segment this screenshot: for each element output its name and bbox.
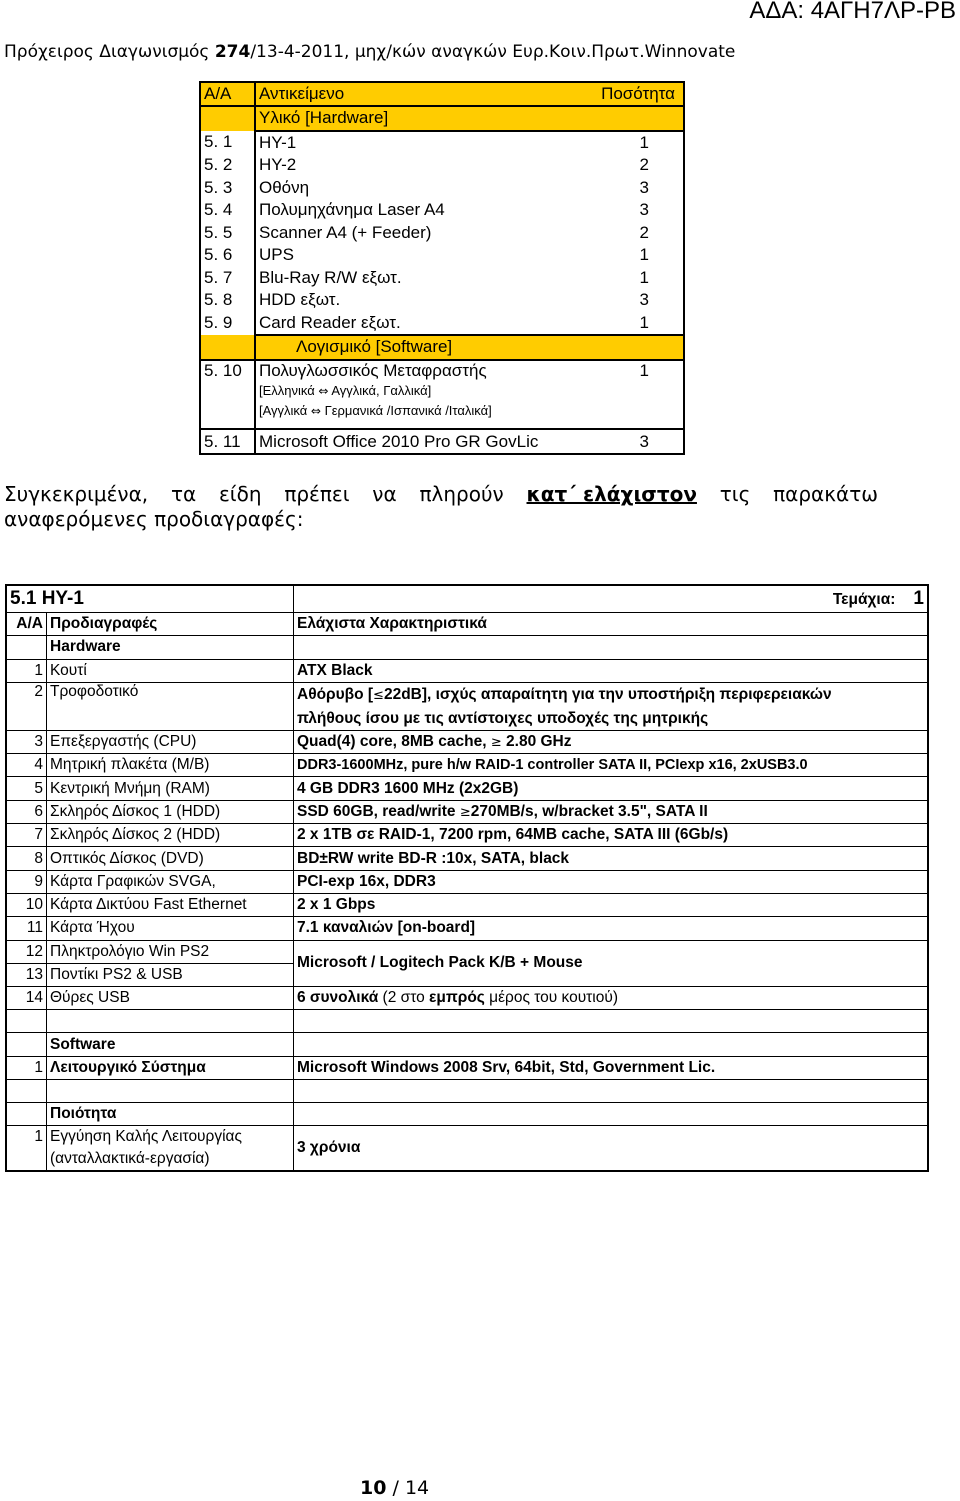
summary-row <box>200 266 684 288</box>
spec-num: 8 <box>6 847 47 870</box>
sub2-a: [Αγγλικά <box>259 402 311 418</box>
spec-value: 3 χρόνια <box>294 1126 929 1172</box>
spec-num: 5 <box>6 777 47 800</box>
page-sep: / <box>386 1477 405 1499</box>
spec-value: 2 x 1TB σε RAID-1, 7200 rpm, 64MB cache, SATA III (6Gb/s) <box>294 824 929 847</box>
summary-table <box>199 81 685 455</box>
row-item-title: Πολυγλωσσικός Μεταφραστής <box>259 360 487 380</box>
val-b: 270MB/s, w/bracket 3.5", SATA II <box>470 802 708 820</box>
header-suffix: /13-4-2011, μηχ/κών αναγκών Ευρ.Κοιν.Πρωτ.Winnovate <box>250 42 736 62</box>
quality-label: Ποιότητα <box>47 1103 294 1126</box>
col-spec: Προδιαγραφές <box>47 613 294 636</box>
spec-num: 10 <box>6 893 47 916</box>
row-num: 5. 3 <box>200 177 255 199</box>
row-qty: 1 <box>639 312 649 332</box>
val-d: μέρος του κουτιού) <box>484 989 619 1007</box>
spec-name-line-1: Εγγύηση Καλής Λειτουργίας <box>50 1128 242 1146</box>
word: πληρούν <box>419 482 504 506</box>
pieces-value: 1 <box>913 588 924 609</box>
val-a: 6 συνολικά <box>297 989 379 1007</box>
row-num: 5. 4 <box>200 199 255 221</box>
page-number <box>360 1477 429 1499</box>
document-header <box>4 42 735 62</box>
col-qty: Ποσότητα <box>556 82 684 106</box>
sub2-b: Γερμανικά /Ισπανικά /Ιταλικά] <box>320 402 492 418</box>
row-qty: 2 <box>639 155 649 175</box>
summary-row <box>200 244 684 266</box>
row-qty: 1 <box>639 245 649 265</box>
spec-value <box>294 730 929 753</box>
spec-value: Microsoft / Logitech Pack K/B + Mouse <box>294 940 929 987</box>
spec-value: 4 GB DDR3 1600 MHz (2x2GB) <box>294 777 929 800</box>
section-hardware-row <box>200 106 684 131</box>
spec-name: Πληκτρολόγιο Win PS2 <box>47 940 294 963</box>
spec-num: 1 <box>6 1056 47 1079</box>
row-num: 5. 1 <box>200 131 255 155</box>
spec-num: 2 <box>6 682 47 730</box>
spec-title-row <box>6 585 928 613</box>
greater-equal-icon: ≥ <box>490 735 502 751</box>
section-software-row <box>200 335 684 360</box>
row-item-sub2 <box>259 401 553 421</box>
word: να <box>372 482 397 506</box>
row-item: HDD εξωτ. <box>259 290 341 310</box>
summary-row <box>200 177 684 199</box>
spec-value <box>294 682 929 730</box>
spec-row <box>6 870 928 893</box>
spec-row <box>6 754 928 777</box>
sub1-b: Αγγλικά, Γαλλικά] <box>328 382 432 398</box>
software-label: Software <box>47 1033 294 1056</box>
header-prefix: Πρόχειρος Διαγωνισμός <box>4 42 215 62</box>
section-software: Λογισμικό [Software] <box>255 335 684 360</box>
spec-row <box>6 847 928 870</box>
quality-row <box>6 1103 928 1126</box>
row-item: Πολυμηχάνημα Laser A4 <box>259 200 445 220</box>
row-num: 5. 8 <box>200 289 255 311</box>
spec-num: 4 <box>6 754 47 777</box>
pieces-label: Τεμάχια: <box>832 591 896 608</box>
spec-num: 1 <box>6 1126 47 1172</box>
col-aa: Α/Α <box>6 613 47 636</box>
word: παρακάτω <box>773 482 878 506</box>
spec-name: Κουτί <box>47 659 294 682</box>
summary-row <box>200 360 684 430</box>
spec-row <box>6 824 928 847</box>
spec-row <box>6 940 928 963</box>
val-a: SSD 60GB, read/write <box>297 802 460 820</box>
row-item: Card Reader εξωτ. <box>259 312 401 332</box>
col-min: Ελάχιστα Χαρακτηριστικά <box>294 613 929 636</box>
spec-num: 9 <box>6 870 47 893</box>
spec-value: 2 x 1 Gbps <box>294 893 929 916</box>
row-item <box>255 360 556 430</box>
hardware-row <box>6 636 928 659</box>
row-num: 5. 2 <box>200 154 255 176</box>
page-total: 14 <box>404 1477 430 1499</box>
spec-row <box>6 659 928 682</box>
row-qty: 3 <box>639 290 649 310</box>
val-b: (2 στο <box>378 989 430 1007</box>
intro-line-1 <box>4 482 878 507</box>
summary-row <box>200 131 684 155</box>
pieces-cell <box>294 585 929 613</box>
spec-num: 7 <box>6 824 47 847</box>
spec-row <box>6 917 928 940</box>
spec-title <box>6 585 294 613</box>
row-item: Microsoft Office 2010 Pro GR GovLic <box>255 429 556 454</box>
intro-line-2: αναφερόμενες προδιαγραφές: <box>4 507 304 531</box>
blank-row <box>6 1010 928 1033</box>
intro-paragraph <box>4 482 880 532</box>
spec-name: Σκληρός Δίσκος 1 (HDD) <box>47 800 294 823</box>
row-qty: 1 <box>639 132 649 152</box>
summary-header-row <box>200 82 684 106</box>
spec-row <box>6 730 928 753</box>
spec-header-row <box>6 613 928 636</box>
spec-row <box>6 987 928 1010</box>
spec-value-line-2: πλήθους ίσου με τις αντίστοιχες υποδοχές της μητρικής <box>297 709 709 727</box>
row-qty: 1 <box>639 360 649 380</box>
spec-value: DDR3-1600MHz, pure h/w RAID-1 controller SATA II, PCIexp x16, 2xUSB3.0 <box>294 754 929 777</box>
spec-name: Επεξεργαστής (CPU) <box>47 730 294 753</box>
val-b: 22dB], ισχύς απαραίτητη για την υποστήριξη περιφερειακών <box>383 685 832 703</box>
spec-name: Μητρική πλακέτα (M/B) <box>47 754 294 777</box>
spec-name <box>47 1126 294 1172</box>
summary-row <box>200 429 684 454</box>
row-item: Οθόνη <box>259 177 310 197</box>
spec-row <box>6 800 928 823</box>
summary-row <box>200 222 684 244</box>
spec-value: ATX Black <box>294 659 929 682</box>
spec-name: Σκληρός Δίσκος 2 (HDD) <box>47 824 294 847</box>
greater-equal-icon: ≥ <box>459 804 471 820</box>
spec-table <box>5 584 929 1172</box>
row-qty: 3 <box>639 200 649 220</box>
row-qty: 1 <box>639 267 649 287</box>
software-row <box>6 1033 928 1056</box>
summary-row <box>200 199 684 221</box>
spec-num: 1 <box>6 659 47 682</box>
blank-row <box>6 1080 928 1103</box>
word: πρέπει <box>284 482 350 506</box>
row-item: ΗΥ-1 <box>259 132 297 152</box>
section-hardware: Υλικό [Hardware] <box>255 106 684 131</box>
sub1-a: [Ελληνικά <box>259 382 319 398</box>
spec-row <box>6 1126 928 1172</box>
spec-num: 14 <box>6 987 47 1010</box>
spec-num: 11 <box>6 917 47 940</box>
row-num: 5. 11 <box>200 429 255 454</box>
val-a: Αθόρυβο [ <box>297 685 374 703</box>
row-item: ΗΥ-2 <box>259 155 297 175</box>
spec-name: Ποντίκι PS2 & USB <box>47 963 294 986</box>
summary-row <box>200 289 684 311</box>
ada-code: ΑΔΑ: 4ΑΓΗ7ΛΡ-ΡΒ <box>749 0 956 24</box>
bidirectional-arrow-icon: ⇔ <box>318 383 329 398</box>
spec-title-text: 5.1 ΗΥ-1 <box>10 588 84 609</box>
spec-value: 7.1 καναλιών [on-board] <box>294 917 929 940</box>
spec-value: PCI-exp 16x, DDR3 <box>294 870 929 893</box>
col-aa: Α/Α <box>200 82 255 106</box>
spec-row <box>6 1056 928 1079</box>
row-num: 5. 6 <box>200 244 255 266</box>
spec-name: Θύρες USB <box>47 987 294 1010</box>
spec-num: 3 <box>6 730 47 753</box>
bidirectional-arrow-icon: ⇔ <box>310 403 321 418</box>
spec-value: Microsoft Windows 2008 Srv, 64bit, Std, Government Lic. <box>294 1056 929 1079</box>
spec-num: 13 <box>6 963 47 986</box>
spec-value <box>294 987 929 1010</box>
spec-name: Κάρτα Δικτύου Fast Ethernet <box>47 893 294 916</box>
spec-value <box>294 800 929 823</box>
header-number: 274 <box>214 42 251 62</box>
summary-row <box>200 154 684 176</box>
row-item: Blu-Ray R/W εξωτ. <box>259 267 402 287</box>
spec-num: 6 <box>6 800 47 823</box>
spec-name: Κάρτα Ήχου <box>47 917 294 940</box>
spec-name: Τροφοδοτικό <box>47 682 294 730</box>
word: τα <box>170 482 197 506</box>
spec-name: Κεντρική Μνήμη (RAM) <box>47 777 294 800</box>
row-qty: 3 <box>639 177 649 197</box>
row-num: 5. 9 <box>200 311 255 335</box>
word: τις <box>719 482 751 506</box>
row-qty: 2 <box>639 222 649 242</box>
row-num: 5. 10 <box>200 360 255 430</box>
spec-num: 12 <box>6 940 47 963</box>
col-item: Αντικείμενο <box>255 82 556 106</box>
row-item-sub1 <box>259 381 553 401</box>
less-equal-icon: ≤ <box>373 687 384 703</box>
row-item: Scanner A4 (+ Feeder) <box>259 222 432 242</box>
summary-row <box>200 311 684 335</box>
row-item: UPS <box>259 245 294 265</box>
spec-name: Οπτικός Δίσκος (DVD) <box>47 847 294 870</box>
val-c: εμπρός <box>429 989 485 1007</box>
emphasis-at-least: κατ΄ ελάχιστον <box>526 482 697 506</box>
hardware-label: Hardware <box>47 636 294 659</box>
spec-name-line-2: (ανταλλακτικά-εργασία) <box>50 1150 210 1168</box>
word: Συγκεκριμένα, <box>4 482 149 506</box>
row-num: 5. 7 <box>200 266 255 288</box>
row-num: 5. 5 <box>200 222 255 244</box>
spec-row <box>6 777 928 800</box>
row-qty: 3 <box>556 429 684 454</box>
spec-name: Λειτουργικό Σύστημα <box>47 1056 294 1079</box>
word: είδη <box>219 482 262 506</box>
spec-value-line-1 <box>297 683 924 707</box>
spec-row <box>6 893 928 916</box>
val-b: 2.80 GHz <box>501 733 572 751</box>
spec-row <box>6 682 928 730</box>
spec-name: Κάρτα Γραφικών SVGA, <box>47 870 294 893</box>
spec-value: BD±RW write BD-R :10x, SATA, black <box>294 847 929 870</box>
page-current: 10 <box>360 1477 387 1499</box>
val-a: Quad(4) core, 8MB cache, <box>297 733 491 751</box>
